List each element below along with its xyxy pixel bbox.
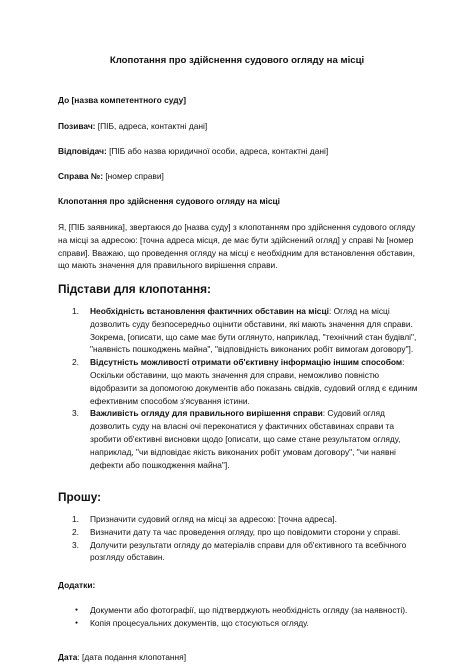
defendant-line <box>58 145 420 158</box>
request-text: Визначити дату та час проведення огляду, про що повідомити сторони у справі. <box>90 526 401 537</box>
list-number: 2. <box>72 357 79 368</box>
list-item <box>58 604 420 617</box>
grounds-heading: Підстави для клопотання: <box>58 282 211 296</box>
plaintiff-value: [ПІБ, адреса, контактні дані] <box>95 121 208 131</box>
list-number: 1. <box>72 514 79 524</box>
bullet-icon: ● <box>75 619 79 626</box>
defendant-label: Відповідач: <box>58 146 107 156</box>
grounds-list <box>58 305 420 471</box>
ground-title: Необхідність встановлення фактичних обставин на місці <box>90 306 329 316</box>
list-item <box>58 539 420 565</box>
plaintiff-label: Позивач: <box>58 121 96 131</box>
ground-title: Відсутність можливості отримати об'єктивну інформацію іншим способом <box>90 357 403 368</box>
motion-subject: Клопотання про здійснення судового огляду на місці <box>58 196 280 206</box>
ground-text: : Оскільки обставини, що мають значення для справи, неможливо повністю відобразити за допомогою документів або показань свідків, судовий огляд є єдиним ефективним способом з'ясування істини. <box>90 357 418 406</box>
list-item <box>58 407 420 471</box>
list-item <box>58 513 420 526</box>
attachments-heading: Додатки: <box>58 580 96 590</box>
ground-text: : Судовий огляд дозволить суду на власні очі переконатися у фактичних обставинах справи та зробити об'єктивні висновки щодо [описати, що саме стане результатом огляду, наприклад, "чи відповідає якість виконаних робіт умовам договору", "чи наявні дефекти або пошкодження майна"]. <box>90 408 401 470</box>
list-item <box>58 526 420 539</box>
case-number-value: [номер справи] <box>103 171 164 181</box>
ground-text: : Огляд на місці дозволить суду безпосередньо оцінити обставини, які мають значення для справи. Зокрема, [описати, що саме має бути оглянуто, наприклад, "технічний стан будівлі", "наявність пошкоджень майна", "відповідність виконаних робіт вимогам договору"]. <box>90 306 417 355</box>
date-line <box>58 651 420 664</box>
case-number-line <box>58 170 420 183</box>
list-number: 3. <box>72 408 79 419</box>
list-item <box>58 305 420 356</box>
list-item <box>58 617 420 630</box>
intro-paragraph: Я, [ПІБ заявника], звертаюся до [назва суду] з клопотанням про здійснення судового огляду на місці за адресою: [точна адреса місця, де має бути здійснений огляд] у справі № [номер справи]. Вважаю, що проведення огляду на місці є необхідним для встановлення обставин, що мають значення для правильного вирішення справи. <box>58 222 416 271</box>
request-text: Призначити судовий огляд на місці за адресою: [точна адреса]. <box>90 514 337 524</box>
attachment-text: Копія процесуальних документів, що стосуються огляду. <box>90 617 309 628</box>
plaintiff-line <box>58 120 420 133</box>
attachments-list <box>58 604 420 630</box>
date-label: Дата <box>58 652 78 662</box>
document-title: Клопотання про здійснення судового огляду на місці <box>109 55 365 66</box>
list-number: 2. <box>72 526 79 537</box>
date-value: : [дата подання клопотання] <box>77 652 187 662</box>
request-list <box>58 513 420 564</box>
list-item <box>58 356 420 407</box>
court-addressee: До [назва компетентного суду] <box>58 95 187 105</box>
list-number: 1. <box>72 306 79 316</box>
attachment-text: Документи або фотографії, що підтверджують необхідність огляду (за наявності). <box>90 605 408 615</box>
request-text: Долучити результати огляду до матеріалів справи для об'єктивного та всебічного розгляду обставин. <box>90 539 407 563</box>
request-heading: Прошу: <box>58 490 102 504</box>
case-number-label: Справа №: <box>58 171 104 181</box>
defendant-value: [ПІБ або назва юридичної особи, адреса, контактні дані] <box>106 146 329 156</box>
ground-title: Важливість огляду для правильного вирішення справи <box>90 408 323 419</box>
bullet-icon: ● <box>75 607 79 613</box>
list-number: 3. <box>72 539 79 550</box>
